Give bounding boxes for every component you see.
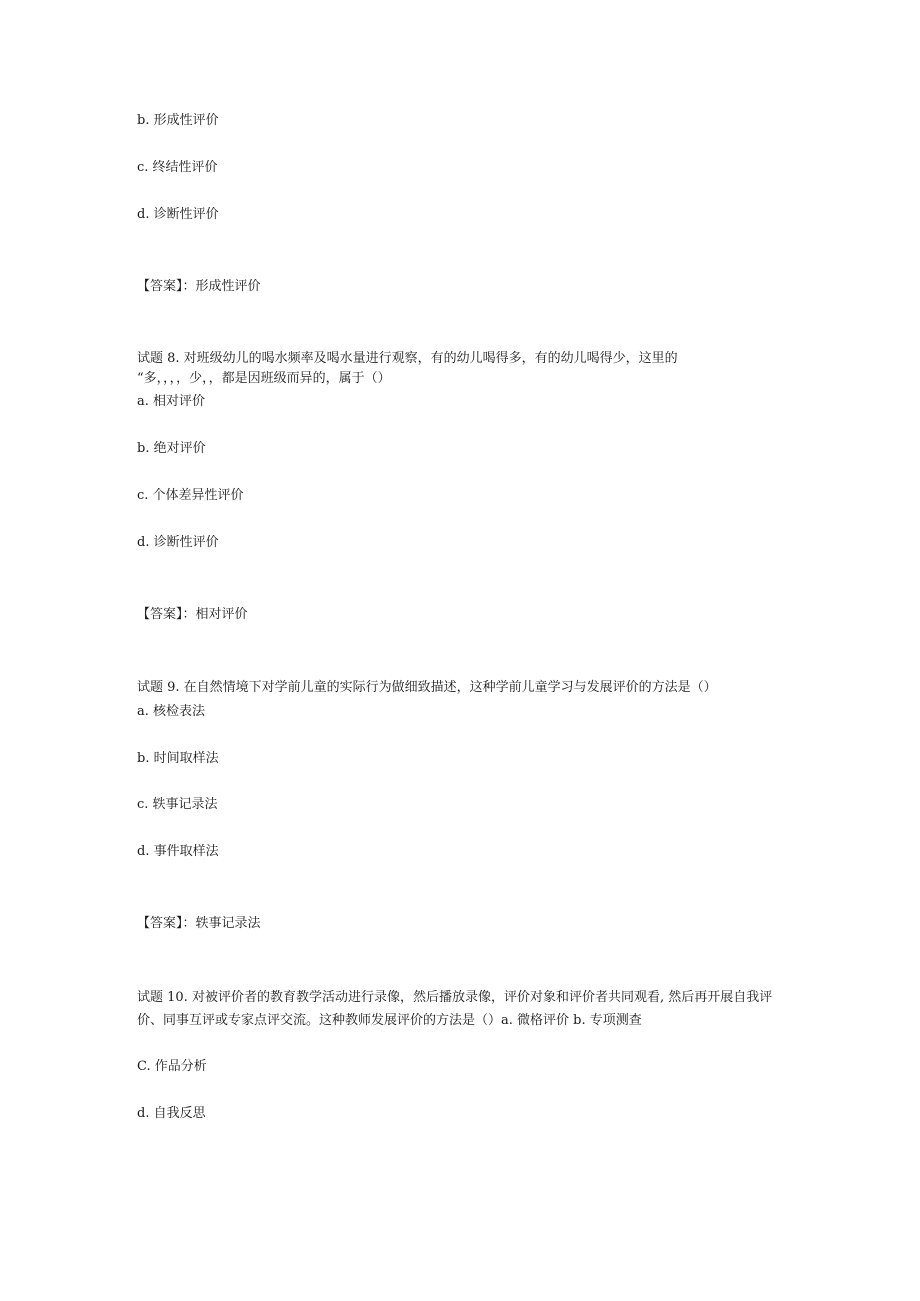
q7-option-b: b. 形成性评价 [137,113,219,128]
q7-option-d: d. 诊断性评价 [137,207,219,222]
q9-stem: 试题 9. 在自然情境下对学前儿童的实际行为做细致描述，这种学前儿童学习与发展评价的方法是（） [137,680,717,695]
answer-value: 轶事记录法 [195,916,261,931]
q7-answer [137,278,261,296]
q10-stem: 试题 10. 对被评价者的教育教学活动进行录像，然后播放录像，评价对象和评价者共同观看, 然后再开展自我评价、同事互评或专家点评交流。这种教师发展评价的方法是（）a. 微格评价 b. 专项测查 [137,990,773,1028]
q10-option-d: d. 自我反思 [137,1106,206,1121]
answer-label: 【答案】： [137,607,196,622]
answer-value: 相对评价 [195,607,248,622]
q8-stem-line1: 试题 8. 对班级幼儿的喝水频率及喝水量进行观察，有的幼儿喝得多，有的幼儿喝得少，这里的 [137,351,678,366]
q8-stem-line2: “多，，，，少，，都是因班级而异的，属于（） [137,371,391,386]
q8-option-c: c. 个体差异性评价 [137,488,244,503]
q8-option-a: a. 相对评价 [137,394,206,409]
q7-option-c: c. 终结性评价 [137,160,218,175]
q9-option-d: d. 事件取样法 [137,844,219,859]
q10-option-c: C. 作品分析 [137,1059,207,1074]
q8-answer [137,606,248,624]
q8-option-d: d. 诊断性评价 [137,535,219,550]
q8-option-b: b. 绝对评价 [137,441,206,456]
q9-option-c: c. 轶事记录法 [137,797,218,812]
answer-label: 【答案】： [137,279,196,294]
q9-option-b: b. 时间取样法 [137,751,219,766]
q9-answer [137,915,261,933]
q9-option-a: a. 核检表法 [137,704,206,719]
answer-label: 【答案】： [137,916,196,931]
answer-value: 形成性评价 [195,279,261,294]
